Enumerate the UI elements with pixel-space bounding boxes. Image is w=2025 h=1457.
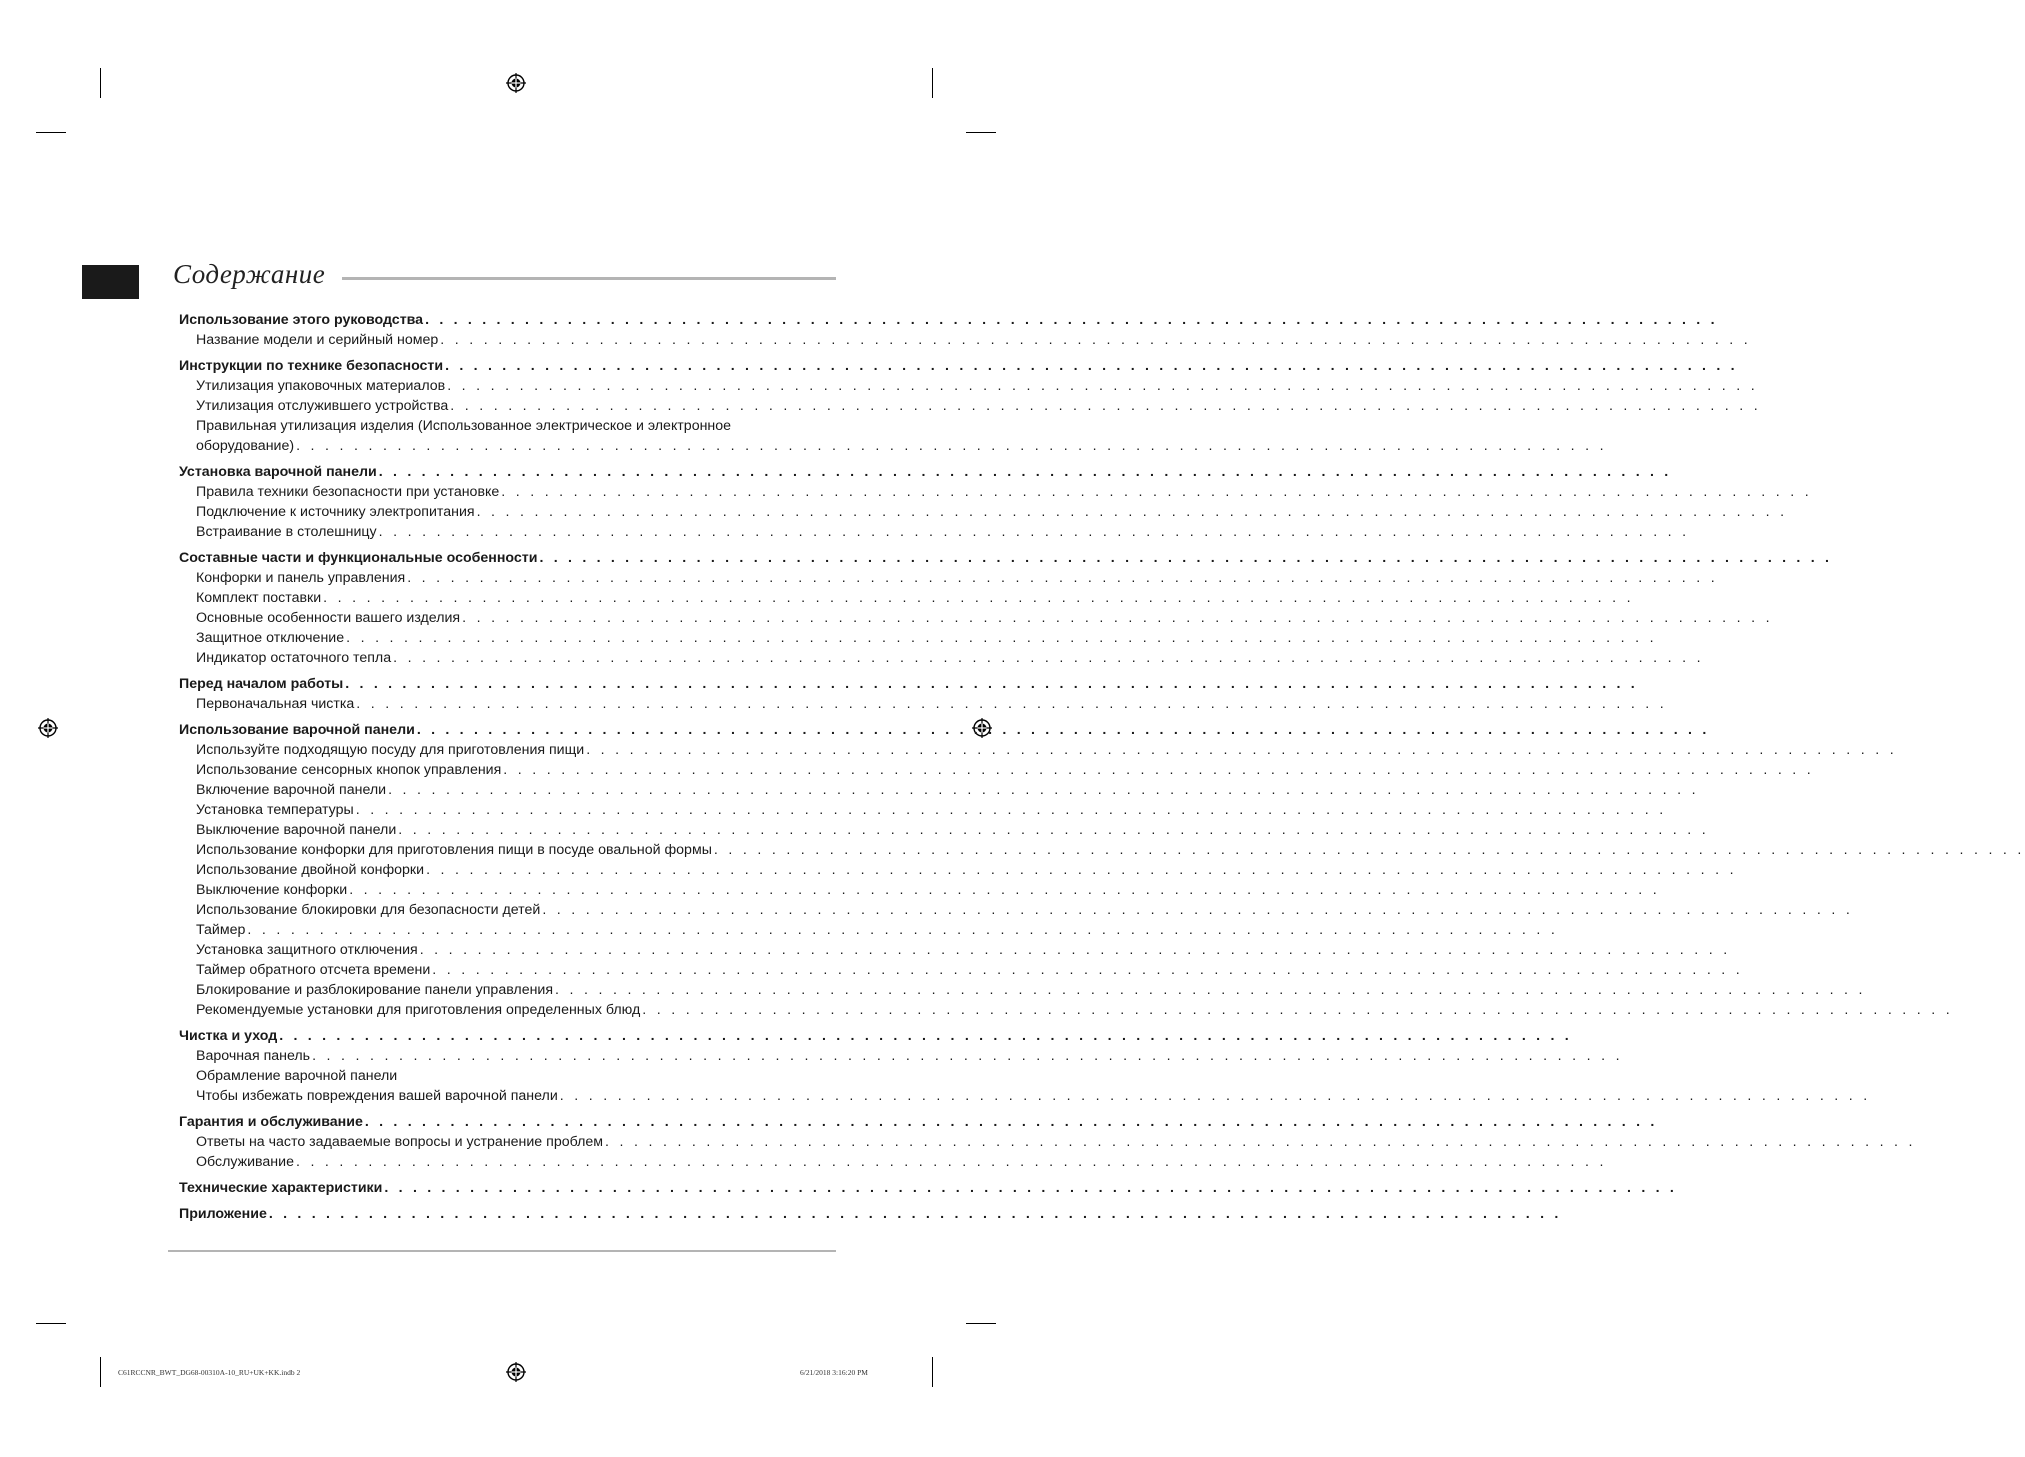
toc-item-label: Использование сенсорных кнопок управления xyxy=(196,762,502,778)
toc-item-label: Встраивание в столешницу xyxy=(196,524,377,540)
crop-mark-bottom-left-vertical xyxy=(100,1357,101,1387)
toc-heading[interactable] xyxy=(179,720,1710,740)
toc-section xyxy=(179,720,2025,1020)
toc-item[interactable] xyxy=(179,860,1737,880)
title-rule xyxy=(342,277,836,280)
toc-item-label: Таймер обратного отсчета времени xyxy=(196,962,431,978)
toc-item-label: Утилизация отслужившего устройства xyxy=(196,398,449,414)
toc-item-label: Правильная утилизация изделия (Использованное электрическое и электронное xyxy=(196,418,732,434)
toc-item-label: Установка защитного отключения xyxy=(196,942,418,958)
toc-item-label: Конфорки и панель управления xyxy=(196,570,406,586)
dot-leader: . . . . . . . . . . . . . . . . . . . . . . . . . . . . . . . . . . . . . . . . . . . . . . . . . . . . . . . . . . . . . . . . . . . . . . . . . . . . . . . . . . . . . . . . . . . xyxy=(539,550,1833,566)
toc-item[interactable] xyxy=(179,1152,1607,1172)
dot-leader: . . . . . . . . . . . . . . . . . . . . . . . . . . . . . . . . . . . . . . . . . . . . . . . . . . . . . . . . . . . . . . . . . . . . . . . . . . . . . . . . . . . . . . . . . . . xyxy=(346,630,1657,646)
toc-item[interactable] xyxy=(179,608,1773,628)
toc-item-label: Подключение к источнику электропитания xyxy=(196,504,475,520)
crop-mark-bottom-right-horizontal xyxy=(966,1323,996,1324)
dot-leader: . . . . . . . . . . . . . . . . . . . . . . . . . . . . . . . . . . . . . . . . . . . . . . . . . . . . . . . . . . . . . . . . . . . . . . . . . . . . . . . . . . . . . . . . . . . xyxy=(559,1088,1871,1104)
toc-section xyxy=(179,1204,1562,1224)
dot-leader: . . . . . . . . . . . . . . . . . . . . . . . . . . . . . . . . . . . . . . . . . . . . . . . . . . . . . . . . . . . . . . . . . . . . . . . . . . . . . . . . . . . . . . . . . . . xyxy=(462,610,1773,626)
toc-item-label: Использование двойной конфорки xyxy=(196,862,425,878)
toc-heading[interactable] xyxy=(179,1112,1658,1132)
toc-heading[interactable] xyxy=(179,462,1672,482)
dot-leader: . . . . . . . . . . . . . . . . . . . . . . . . . . . . . . . . . . . . . . . . . . . . . . . . . . . . . . . . . . . . . . . . . . . . . . . . . . . . . . . . . . . . . . . . . . . xyxy=(384,1180,1678,1196)
toc-item-label: Ответы на часто задаваемые вопросы и устранение проблем xyxy=(196,1134,604,1150)
toc-item-label: Использование блокировки для безопасности детей xyxy=(196,902,541,918)
toc-item[interactable] xyxy=(179,940,1731,960)
toc-item-label: Таймер xyxy=(196,922,246,938)
toc-heading[interactable] xyxy=(179,1204,1562,1224)
toc-item[interactable] xyxy=(179,694,1668,714)
toc-item[interactable] xyxy=(179,330,1752,350)
dot-leader: . . . . . . . . . . . . . . . . . . . . . . . . . . . . . . . . . . . . . . . . . . . . . . . . . . . . . . . . . . . . . . . . . . . . . . . . . . . . . . . . . . . . . . . . . . . xyxy=(296,438,1607,454)
dot-leader: . . . . . . . . . . . . . . . . . . . . . . . . . . . . . . . . . . . . . . . . . . . . . . . . . . . . . . . . . . . . . . . . . . . . . . . . . . . . . . . . . . . . . . . . . . . xyxy=(542,902,1854,918)
toc-item[interactable] xyxy=(179,840,2025,860)
dot-leader: . . . . . . . . . . . . . . . . . . . . . . . . . . . . . . . . . . . . . . . . . . . . . . . . . . . . . . . . . . . . . . . . . . . . . . . . . . . . . . . . . . . . . . . . . . . xyxy=(416,722,1710,738)
crop-mark-bottom-right-vertical xyxy=(932,1357,933,1387)
dot-leader: . . . . . . . . . . . . . . . . . . . . . . . . . . . . . . . . . . . . . . . . . . . . . . . . . . . . . . . . . . . . . . . . . . . . . . . . . . . . . . . . . . . . . . . . . . . xyxy=(425,312,1718,328)
toc-item[interactable] xyxy=(179,1066,803,1086)
bottom-rule xyxy=(168,1250,836,1252)
crop-mark-top-right-vertical xyxy=(932,68,933,98)
dot-leader: . . . . . . . . . . . . . . . . . . . . . . . . . . . . . . . . . . . . . . . . . . . . . . . . . . . . . . . . . . . . . . . . . . . . . . . . . . . . . . . . . . . . . . . . . . . xyxy=(349,882,1660,898)
toc-item[interactable] xyxy=(179,800,1667,820)
dot-leader: . . . . . . . . . . . . . . . . . . . . . . . . . . . . . . . . . . . . . . . . . . . . . . . . . . . . . . . . . . . . . . . . . . . . . . . . . . . . . . . . . . . . . . . . . . . xyxy=(393,650,1704,666)
toc-item[interactable] xyxy=(179,648,1704,668)
dot-leader: . . . . . . . . . . . . . . . . . . . . . . . . . . . . . . . . . . . . . . . . . . . . . . . . . . . . . . . . . . . . . . . . . . . . . . . . . . . . . . . . . . . . . . . . . . . xyxy=(388,782,1699,798)
crop-mark-bottom-left-horizontal xyxy=(36,1323,66,1324)
dot-leader: . . . . . . . . . . . . . . . . . . . . . . . . . . . . . . . . . . . . . . . . . . . . . . . . . . . . . . . . . . . . . . . . . . . . . . . . . . . . . . . . . . . . . . . . . . . xyxy=(432,962,1744,978)
toc-heading[interactable] xyxy=(179,1026,1572,1046)
toc-item[interactable] xyxy=(179,980,1866,1000)
toc-item-continued-label: оборудование) xyxy=(196,438,295,454)
toc-heading-label: Приложение xyxy=(179,1206,267,1222)
toc-item-label: Использование конфорки для приготовления пищи в посуде овальной формы xyxy=(196,842,712,858)
toc-section xyxy=(179,1112,1916,1172)
toc-item-label: Рекомендуемые установки для приготовления определенных блюд xyxy=(196,1002,641,1018)
dot-leader: . . . . . . . . . . . . . . . . . . . . . . . . . . . . . . . . . . . . . . . . . . . . . . . . . . . . . . . . . . . . . . . . . . . . . . . . . . . . . . . . . . . . . . . . . . . xyxy=(419,942,1731,958)
toc-heading-label: Технические характеристики xyxy=(179,1180,383,1196)
toc-item-label: Обслуживание xyxy=(196,1154,294,1170)
toc-item[interactable] xyxy=(179,900,1854,920)
toc-heading[interactable] xyxy=(179,310,1718,330)
toc-item-label: Варочная панель xyxy=(196,1048,311,1064)
toc-item[interactable] xyxy=(179,1086,1871,1106)
toc-heading-label: Установка варочной панели xyxy=(179,464,377,480)
dot-leader: . . . . . . . . . . . . . . . . . . . . . . . . . . . . . . . . . . . . . . . . . . . . . . . . . . . . . . . . . . . . . . . . . . . . . . . . . . . . . . . . . . . . . . . . . . . xyxy=(364,1114,1658,1130)
toc-item-label: Чтобы избежать повреждения вашей варочной панели xyxy=(196,1088,558,1104)
toc-item[interactable] xyxy=(179,760,1815,780)
toc-item-label: Выключение конфорки xyxy=(196,882,348,898)
toc-section xyxy=(179,356,1762,456)
toc-item-label: Правила техники безопасности при установке xyxy=(196,484,500,500)
dot-leader: . . . . . . . . . . . . . . . . . . . . . . . . . . . . . . . . . . . . . . . . . . . . . . . . . . . . . . . . . . . . . . . . . . . . . . . . . . . . . . . . . . . . . . . . . . . xyxy=(312,1048,1623,1064)
dot-leader: . . . . . . . . . . . . . . . . . . . . . . . . . . . . . . . . . . . . . . . . . . . . . . . . . . . . . . . . . . . . . . . . . . . . . . . . . . . . . . . . . . . . . . . . . . . xyxy=(279,1028,1572,1044)
dot-leader: . . . . . . . . . . . . . . . . . . . . . . . . . . . . . . . . . . . . . . . . . . . . . . . . . . . . . . . . . . . . . . . . . . . . . . . . . . . . . . . . . . . . . . . . . . . xyxy=(440,332,1752,348)
toc-section xyxy=(179,674,1668,714)
dot-leader: . . . . . . . . . . . . . . . . . . . . . . . . . . . . . . . . . . . . . . . . . . . . . . . . . . . . . . . . . . . . . . . . . . . . . . . . . . . . . . . . . . . . . . . . . . . xyxy=(378,464,1672,480)
registration-mark-top-icon xyxy=(506,73,526,93)
dot-leader: . . . . . . . . . . . . . . . . . . . . . . . . . . . . . . . . . . . . . . . . . . . . . . . . . . . . . . . . . . . . . . . . . . . . . . . . . . . . . . . . . . . . . . . . . . . xyxy=(605,1134,1916,1150)
toc-heading[interactable] xyxy=(179,674,1638,694)
toc-heading[interactable] xyxy=(179,356,1738,376)
registration-mark-bottom-icon xyxy=(506,1362,526,1382)
toc-item[interactable] xyxy=(179,780,1699,800)
footer-file-name: C61RCCNR_BWT_DG68-00310A-10_RU+UK+KK.indb 2 xyxy=(118,1368,301,1377)
toc-item-label: Установка температуры xyxy=(196,802,354,818)
toc-item[interactable] xyxy=(179,960,1744,980)
dot-leader: . . . . . . . . . . . . . . . . . . . . . . . . . . . . . . . . . . . . . . . . . . . . . . . . . . . . . . . . . . . . . . . . . . . . . . . . . . . . . . . . . . . . . . . . . . . xyxy=(268,1206,1562,1222)
toc-section xyxy=(179,310,1752,350)
toc-heading-label: Гарантия и обслуживание xyxy=(179,1114,363,1130)
toc-item-label: Включение варочной панели xyxy=(196,782,387,798)
crop-mark-top-left-horizontal xyxy=(36,132,66,133)
toc-item-label: Выключение варочной панели xyxy=(196,822,397,838)
toc-item[interactable] xyxy=(179,522,1690,542)
toc-item-label: Название модели и серийный номер xyxy=(196,332,439,348)
dot-leader: . . . . . . . . . . . . . . . . . . . . . . . . . . . . . . . . . . . . . . . . . . . . . . . . . . . . . . . . . . . . . . . . . . . . . . . . . . . . . . . . . . . . . . . . . . . xyxy=(398,822,1710,838)
toc-heading-label: Чистка и уход xyxy=(179,1028,278,1044)
toc-item[interactable] xyxy=(179,396,1762,416)
dot-leader: . . . . . . . . . . . . . . . . . . . . . . . . . . . . . . . . . . . . . . . . . . . . . . . . . . . . . . . . . . . . . . . . . . . . . . . . . . . . . . . . . . . . . . . . . . . xyxy=(323,590,1634,606)
toc-heading-label: Инструкции по технике безопасности xyxy=(179,358,444,374)
page-title: Содержание xyxy=(173,259,326,289)
toc-item-label: Блокирование и разблокирование панели управления xyxy=(196,982,554,998)
toc-item-label: Используйте подходящую посуду для приготовления пищи xyxy=(196,742,585,758)
toc-heading[interactable] xyxy=(179,1178,1678,1198)
toc-item-label: Обрамление варочной панели xyxy=(196,1068,398,1084)
toc-section xyxy=(179,548,1833,668)
dot-leader: . . . . . . . . . . . . . . . . . . . . . . . . . . . . . . . . . . . . . . . . . . . . . . . . . . . . . . . . . . . . . . . . . . . . . . . . . . . . . . . . . . . . . . . . . . . xyxy=(247,922,1559,938)
toc-item-label: Первоначальная чистка xyxy=(196,696,355,712)
dot-leader: . . . . . . . . . . . . . . . . . . . . . . . . . . . . . . . . . . . . . . . . . . . . . . . . . . . . . . . . . . . . . . . . . . . . . . . . . . . . . . . . . . . . . . . . . . . xyxy=(355,802,1667,818)
toc-item[interactable] xyxy=(179,880,1660,900)
toc-item[interactable] xyxy=(179,588,1634,608)
dot-leader: . . . . . . . . . . . . . . . . . . . . . . . . . . . . . . . . . . . . . . . . . . . . . . . . . . . . . . . . . . . . . . . . . . . . . . . . . . . . . . . . . . . . . . . . . . . xyxy=(345,676,1638,692)
toc-item[interactable] xyxy=(179,628,1657,648)
dot-leader: . . . . . . . . . . . . . . . . . . . . . . . . . . . . . . . . . . . . . . . . . . . . . . . . . . . . . . . . . . . . . . . . . . . . . . . . . . . . . . . . . . . . . . . . . . . xyxy=(586,742,1897,758)
crop-mark-top-right-horizontal xyxy=(966,132,996,133)
registration-mark-left-icon xyxy=(38,718,58,738)
toc-item[interactable] xyxy=(179,482,1813,502)
toc-item-label: Индикатор остаточного тепла xyxy=(196,650,392,666)
toc-heading[interactable] xyxy=(179,548,1833,568)
toc-item-label: Основные особенности вашего изделия xyxy=(196,610,461,626)
dot-leader: . . . . . . . . . . . . . . . . . . . . . . . . . . . . . . . . . . . . . . . . . . . . . . . . . . . . . . . . . . . . . . . . . . . . . . . . . . . . . . . . . . . . . . . . . . . xyxy=(445,358,1738,374)
dot-leader: . . . . . . . . . . . . . . . . . . . . . . . . . . . . . . . . . . . . . . . . . . . . . . . . . . . . . . . . . . . . . . . . . . . . . . . . . . . . . . . . . . . . . . . . . . . xyxy=(407,570,1718,586)
footer-timestamp: 6/21/2018 3:16:20 PM xyxy=(800,1368,868,1377)
dot-leader: . . . . . . . . . . . . . . . . . . . . . . . . . . . . . . . . . . . . . . . . . . . . . . . . . . . . . . . . . . . . . . . . . . . . . . . . . . . . . . . . . . . . . . . . . . . xyxy=(450,398,1762,414)
dot-leader: . . . . . . . . . . . . . . . . . . . . . . . . . . . . . . . . . . . . . . . . . . . . . . . . . . . . . . . . . . . . . . . . . . . . . . . . . . . . . . . . . . . . . . . . . . . xyxy=(476,504,1788,520)
toc-section xyxy=(179,1026,1871,1106)
dot-leader: . . . . . . . . . . . . . . . . . . . . . . . . . . . . . . . . . . . . . . . . . . . . . . . . . . . . . . . . . . . . . . . . . . . . . . . . . . . . . . . . . . . . . . . . . . . xyxy=(503,762,1815,778)
toc-item[interactable] xyxy=(179,740,1897,760)
toc-heading-label: Составные части и функциональные особенности xyxy=(179,550,538,566)
toc-item[interactable] xyxy=(179,502,1788,522)
dot-leader: . . . . . . . . . . . . . . . . . . . . . . . . . . . . . . . . . . . . . . . . . . . . . . . . . . . . . . . . . . . . . . . . . . . . . . . . . . . . . . . . . . . . . . . . . . . xyxy=(378,524,1690,540)
dot-leader: . . . . . . . . . . . . . . . . . . . . . . . . . . . . . . . . . . . . . . . . . . . . . . . . . . . . . . . . . . . . . . . . . . . . . . . . . . . . . . . . . . . . . . . . . . . xyxy=(713,842,2025,858)
toc-item[interactable] xyxy=(179,376,1758,396)
dot-leader: . . . . . . . . . . . . . . . . . . . . . . . . . . . . . . . . . . . . . . . . . . . . . . . . . . . . . . . . . . . . . . . . . . . . . . . . . . . . . . . . . . . . . . . . . . . xyxy=(501,484,1813,500)
table-of-contents xyxy=(179,310,2025,1230)
toc-item[interactable] xyxy=(179,920,1559,940)
toc-item-label: Комплект поставки xyxy=(196,590,322,606)
toc-item[interactable] xyxy=(179,1000,1954,1020)
toc-item[interactable] xyxy=(179,1132,1916,1152)
toc-item-label: Защитное отключение xyxy=(196,630,345,646)
section-tab-marker xyxy=(82,265,139,299)
crop-mark-top-left-vertical xyxy=(100,68,101,98)
toc-section xyxy=(179,1178,1678,1198)
toc-section xyxy=(179,462,1813,542)
toc-item[interactable] xyxy=(179,820,1710,840)
toc-item[interactable] xyxy=(179,568,1718,588)
toc-item-continued[interactable] xyxy=(179,436,1607,456)
toc-item-label: Утилизация упаковочных материалов xyxy=(196,378,446,394)
dot-leader: . . . . . . . . . . . . . . . . . . . . . . . . . . . . . . . . . . . . . . . . . . . . . . . . . . . . . . . . . . . . . . . . . . . . . . . . . . . . . . . . . . . . . . . . . . . xyxy=(555,982,1866,998)
dot-leader: . . . . . . . . . . . . . . . . . . . . . . . . . . . . . . . . . . . . . . . . . . . . . . . . . . . . . . . . . . . . . . . . . . . . . . . . . . . . . . . . . . . . . . . . . . . xyxy=(426,862,1737,878)
dot-leader: . . . . . . . . . . . . . . . . . . . . . . . . . . . . . . . . . . . . . . . . . . . . . . . . . . . . . . . . . . . . . . . . . . . . . . . . . . . . . . . . . . . . . . . . . . . xyxy=(447,378,1758,394)
dot-leader: . . . . . . . . . . . . . . . . . . . . . . . . . . . . . . . . . . . . . . . . . . . . . . . . . . . . . . . . . . . . . . . . . . . . . . . . . . . . . . . . . . . . . . . . . . . xyxy=(642,1002,1954,1018)
toc-item[interactable] xyxy=(179,1046,1623,1066)
toc-item[interactable] xyxy=(179,416,803,436)
toc-heading-label: Использование варочной панели xyxy=(179,722,415,738)
dot-leader: . . . . . . . . . . . . . . . . . . . . . . . . . . . . . . . . . . . . . . . . . . . . . . . . . . . . . . . . . . . . . . . . . . . . . . . . . . . . . . . . . . . . . . . . . . . xyxy=(356,696,1668,712)
dot-leader: . . . . . . . . . . . . . . . . . . . . . . . . . . . . . . . . . . . . . . . . . . . . . . . . . . . . . . . . . . . . . . . . . . . . . . . . . . . . . . . . . . . . . . . . . . . xyxy=(295,1154,1607,1170)
toc-heading-label: Перед началом работы xyxy=(179,676,344,692)
toc-heading-label: Использование этого руководства xyxy=(179,312,424,328)
